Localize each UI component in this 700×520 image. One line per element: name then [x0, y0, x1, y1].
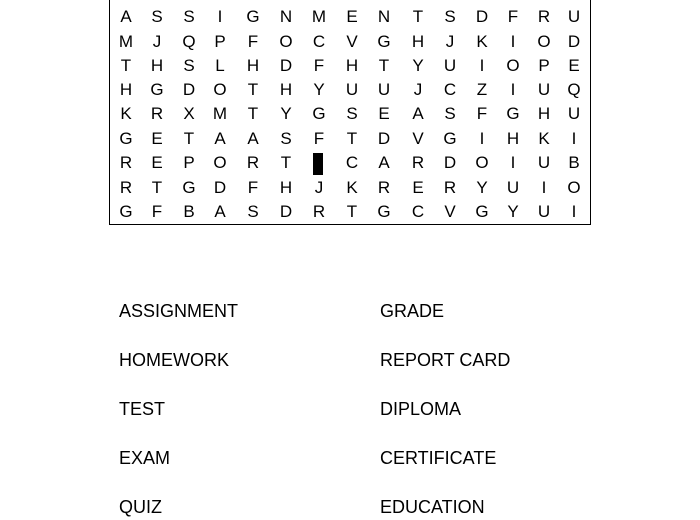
grid-letter: D [567, 32, 581, 51]
grid-letter: U [567, 7, 581, 26]
word-list-item: DIPLOMA [380, 399, 462, 419]
grid-letter: Q [567, 80, 581, 99]
grid-letter: F [313, 129, 325, 148]
grid-letter: G [443, 129, 457, 148]
grid-letter: G [150, 80, 164, 99]
word-list-item: QUIZ [119, 497, 162, 517]
grid-letter: P [538, 56, 550, 75]
grid-letter: I [479, 56, 485, 75]
grid-letter: S [183, 7, 195, 26]
grid-letter: Z [476, 80, 488, 99]
grid-letter: J [152, 32, 162, 51]
grid-letter: I [479, 129, 485, 148]
grid-letter: H [345, 56, 359, 75]
grid-letter: A [214, 202, 226, 221]
grid-letter: K [476, 32, 488, 51]
grid-letter: K [346, 178, 358, 197]
grid-letter: O [506, 56, 520, 75]
grid-letter: J [445, 32, 455, 51]
grid-letter: N [377, 7, 391, 26]
grid-letter: U [443, 56, 457, 75]
grid-letter: K [120, 104, 132, 123]
grid-letter: U [506, 178, 520, 197]
grid-letter: G [475, 202, 489, 221]
word-list-item: TEST [119, 399, 166, 419]
grid-letter: F [247, 32, 259, 51]
grid-letter: I [217, 7, 223, 26]
grid-letter: G [119, 129, 133, 148]
grid-letter: I [571, 129, 577, 148]
grid-letter: T [183, 129, 195, 148]
grid-letter: H [150, 56, 164, 75]
grid-letter: I [510, 153, 516, 172]
grid-letter: G [119, 202, 133, 221]
grid-letter: B [568, 153, 580, 172]
grid-letter: D [443, 153, 457, 172]
grid-letter: D [213, 178, 227, 197]
grid-letter: U [567, 104, 581, 123]
grid-letter: M [118, 32, 134, 51]
grid-letter: M [311, 7, 327, 26]
grid-letter: R [119, 153, 133, 172]
grid-letter: H [279, 178, 293, 197]
grid-letter: T [346, 202, 358, 221]
grid-letter: R [150, 104, 164, 123]
grid-letter: F [507, 7, 519, 26]
grid-letter: N [279, 7, 293, 26]
grid-letter: E [378, 104, 390, 123]
grid-letter: D [279, 56, 293, 75]
grid-letter: R [537, 7, 551, 26]
grid-letter: R [377, 178, 391, 197]
grid-letter: Q [182, 32, 196, 51]
word-list-item: CERTIFICATE [380, 448, 497, 468]
word-list-item: EXAM [119, 448, 171, 468]
word-list-item: ASSIGNMENT [119, 301, 239, 321]
grid-letter: S [346, 104, 358, 123]
grid-letter: V [412, 129, 424, 148]
grid-letter: S [280, 129, 292, 148]
grid-letter: H [537, 104, 551, 123]
grid-letter: H [246, 56, 260, 75]
grid-letter: F [313, 56, 325, 75]
grid-letter: T [280, 153, 292, 172]
grid-letter: O [475, 153, 489, 172]
grid-letter: O [279, 32, 293, 51]
grid-letter: L [215, 56, 225, 75]
grid-letter: T [247, 104, 259, 123]
grid-letter: Y [280, 104, 292, 123]
grid-letter: E [346, 7, 358, 26]
grid-letter: H [279, 80, 293, 99]
grid-letter: S [444, 7, 456, 26]
grid-letter: T [378, 56, 390, 75]
grid-letter: O [537, 32, 551, 51]
grid-letter: C [411, 202, 425, 221]
text-cursor-block [313, 153, 323, 175]
grid-letter: G [377, 32, 391, 51]
grid-letter: S [444, 104, 456, 123]
grid-letter: D [279, 202, 293, 221]
grid-letter: Y [412, 56, 424, 75]
grid-letter: A [378, 153, 390, 172]
grid-letter: I [510, 80, 516, 99]
grid-letter: Y [476, 178, 488, 197]
grid-letter: A [412, 104, 424, 123]
grid-letter: H [506, 129, 520, 148]
grid-letter: S [247, 202, 259, 221]
grid-letter: I [571, 202, 577, 221]
grid-letter: Y [313, 80, 325, 99]
grid-letter: J [413, 80, 423, 99]
grid-letter: Y [507, 202, 519, 221]
grid-letter: O [567, 178, 581, 197]
grid-letter: F [476, 104, 488, 123]
grid-letter: E [412, 178, 424, 197]
grid-letter: K [538, 129, 550, 148]
grid-letter: E [151, 129, 163, 148]
grid-letter: T [151, 178, 163, 197]
grid-letter: V [346, 32, 358, 51]
grid-letter: T [120, 56, 132, 75]
grid-letter: D [182, 80, 196, 99]
word-list-item: HOMEWORK [119, 350, 229, 370]
word-list-item: REPORT CARD [380, 350, 511, 370]
grid-letter: R [443, 178, 457, 197]
grid-letter: G [182, 178, 196, 197]
grid-letter: P [183, 153, 195, 172]
grid-letter: B [183, 202, 195, 221]
grid-letter: C [312, 32, 326, 51]
grid-letter: P [214, 32, 226, 51]
grid-letter: T [247, 80, 259, 99]
grid-letter: F [151, 202, 163, 221]
grid-letter: U [537, 80, 551, 99]
grid-letter: E [151, 153, 163, 172]
grid-letter: U [345, 80, 359, 99]
grid-letter: X [183, 104, 195, 123]
grid-letter: I [510, 32, 516, 51]
grid-letter: U [377, 80, 391, 99]
grid-letter: E [568, 56, 580, 75]
grid-letter: D [377, 129, 391, 148]
grid-letter: F [247, 178, 259, 197]
grid-letter: R [246, 153, 260, 172]
word-list-item: GRADE [380, 301, 445, 321]
grid-letter: V [444, 202, 456, 221]
grid-letter: M [212, 104, 228, 123]
word-list-item: EDUCATION [380, 497, 485, 517]
grid-letter: A [214, 129, 226, 148]
grid-letter: C [443, 80, 457, 99]
grid-letter: U [537, 202, 551, 221]
grid-letter: I [541, 178, 547, 197]
grid-letter: T [412, 7, 424, 26]
grid-letter: G [246, 7, 260, 26]
grid-letter: H [411, 32, 425, 51]
grid-letter: U [537, 153, 551, 172]
grid-letter: R [119, 178, 133, 197]
grid-letter: O [213, 153, 227, 172]
grid-letter: H [119, 80, 133, 99]
grid-letter: R [312, 202, 326, 221]
grid-letter: C [345, 153, 359, 172]
grid-letter: G [312, 104, 326, 123]
grid-letter: A [120, 7, 132, 26]
grid-letter: G [506, 104, 520, 123]
grid-letter: O [213, 80, 227, 99]
grid-letter: S [183, 56, 195, 75]
grid-letter: A [247, 129, 259, 148]
grid-letter: R [411, 153, 425, 172]
grid-letter: G [377, 202, 391, 221]
grid-letter: T [346, 129, 358, 148]
grid-letter: D [475, 7, 489, 26]
grid-letter: J [314, 178, 324, 197]
grid-letter: S [151, 7, 163, 26]
